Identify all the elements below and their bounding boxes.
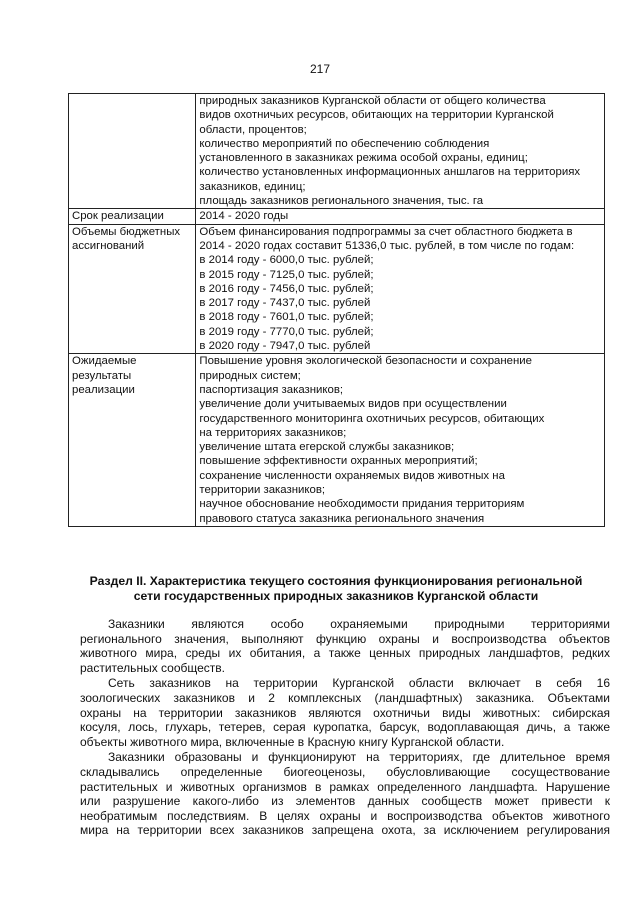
text-line: косуля, лось, глухарь, тетерев, серая куропатка, барсук, водоплавающая дичь, а также — [80, 720, 610, 735]
text-line: необратимым последствиям. В целях охраны и воспроизводства объектов животного — [80, 808, 610, 823]
text-line: объекты животного мира, включенные в Красную книгу Курганской области. — [80, 734, 505, 749]
text-line: регионального значения, выполняют функцию охраны и воспроизводства объектов — [80, 631, 610, 646]
indicators-label — [69, 94, 196, 209]
text-line: растительных и животных организмов в рамках определенного ландшафта. Нарушение — [80, 779, 610, 794]
text-line: растительных сообществ. — [80, 660, 225, 675]
text-line: Повышение уровня экологической безопасности и сохранение — [199, 355, 532, 368]
text-line: заказников, единиц; — [199, 180, 306, 193]
text-line: установленного в заказниках режима особой охраны, единиц; — [199, 152, 528, 165]
passport-table — [68, 93, 605, 527]
text-line: государственного мониторинга охотничьих ресурсов, обитающих — [199, 412, 545, 425]
text-line: или разрушение какого-либо из элементов данных сообществ может привести к — [80, 794, 610, 809]
text-line: зоологических заказников и 2 комплексных (ландшафтных) заказника. Объектами — [80, 690, 610, 705]
text-line: мира на территории всех заказников запрещена охота, за исключением регулирования — [80, 823, 610, 838]
table-row-budget — [69, 224, 605, 354]
text-line: Сеть заказников на территории Курганской области включает в себя 16 — [108, 676, 610, 691]
text-line: в 2015 году - 7125,0 тыс. рублей; — [199, 268, 374, 281]
text-line: Заказники являются особо охраняемыми природными территориями — [108, 617, 610, 631]
text-line: Заказники образованы и функционируют на территориях, где длительное время — [108, 750, 610, 765]
text-line: сохранение численности охраняемых видов животных на — [199, 469, 505, 482]
page-number: 217 — [309, 62, 331, 76]
text-line: в 2020 году - 7947,0 тыс. рублей — [199, 340, 371, 353]
text-line: площадь заказников регионального значения, тыс. га — [199, 195, 484, 208]
text-line: количество мероприятий по обеспечению соблюдения — [199, 137, 490, 150]
period-label: Срок реализации — [69, 209, 196, 224]
budget-value — [196, 224, 605, 354]
section-body — [80, 617, 610, 839]
text-line: природных заказников Курганской области от общего количества — [199, 95, 546, 107]
text-line: научное обоснование необходимости придания территориям — [199, 498, 525, 511]
text-line: в 2019 году - 7770,0 тыс. рублей; — [199, 325, 374, 338]
text-line: правового статуса заказника регионального значения — [199, 512, 485, 525]
indicators-value — [196, 94, 605, 209]
paragraph — [80, 617, 610, 675]
heading-line: сети государственных природных заказников Курганской области — [133, 589, 539, 603]
paragraph — [80, 750, 610, 838]
text-line: области, процентов; — [199, 123, 307, 136]
heading-line: Раздел II. Характеристика текущего состояния функционирования региональной — [89, 574, 583, 588]
section-heading — [60, 574, 612, 604]
text-line: природных систем; — [199, 369, 301, 382]
text-line: в 2018 году - 7601,0 тыс. рублей; — [199, 311, 374, 324]
label-line: Объемы бюджетных — [72, 225, 181, 238]
table-row-indicators — [69, 94, 605, 209]
text-line: складывались определенные биогеоценозы, обусловливающие сосуществование — [80, 764, 610, 779]
budget-label — [69, 224, 196, 354]
text-line: в 2016 году - 7456,0 тыс. рублей; — [199, 282, 374, 295]
results-label — [69, 354, 196, 527]
table-row-results — [69, 354, 605, 527]
text-line: 2014 - 2020 годах составит 51336,0 тыс. рублей, в том числе по годам: — [199, 239, 575, 252]
label-line: Ожидаемые — [72, 355, 137, 368]
text-line: животного мира, среды их обитания, а также ценных природных ландшафтов, редких — [80, 646, 610, 661]
text-line: территории заказников; — [199, 484, 326, 497]
results-value — [196, 354, 605, 527]
text-line: увеличение доли учитываемых видов при осуществлении — [199, 398, 507, 411]
period-value: 2014 - 2020 годы — [196, 209, 605, 224]
text-line: паспортизация заказников; — [199, 383, 344, 396]
table-row-period — [69, 209, 605, 224]
text-line: Объем финансирования подпрограммы за счет областного бюджета в — [199, 225, 573, 238]
label-line: реализации — [72, 383, 135, 396]
text-line: увеличение штата егерской службы заказников; — [199, 441, 455, 454]
paragraph — [80, 676, 610, 749]
text-line: на территориях заказников; — [199, 426, 347, 439]
label-line: результаты — [72, 369, 132, 382]
text-line: охраны на территории заказников являются охотничьи виды животных: сибирская — [80, 705, 610, 720]
text-line: количество установленных информационных аншлагов на территориях — [199, 166, 581, 179]
label-line: ассигнований — [72, 239, 145, 252]
text-line: видов охотничьих ресурсов, обитающих на территории Курганской — [199, 109, 554, 122]
text-line: в 2014 году - 6000,0 тыс. рублей; — [199, 254, 374, 267]
text-line: повышение эффективности охранных мероприятий; — [199, 455, 478, 468]
text-line: в 2017 году - 7437,0 тыс. рублей — [199, 297, 371, 310]
